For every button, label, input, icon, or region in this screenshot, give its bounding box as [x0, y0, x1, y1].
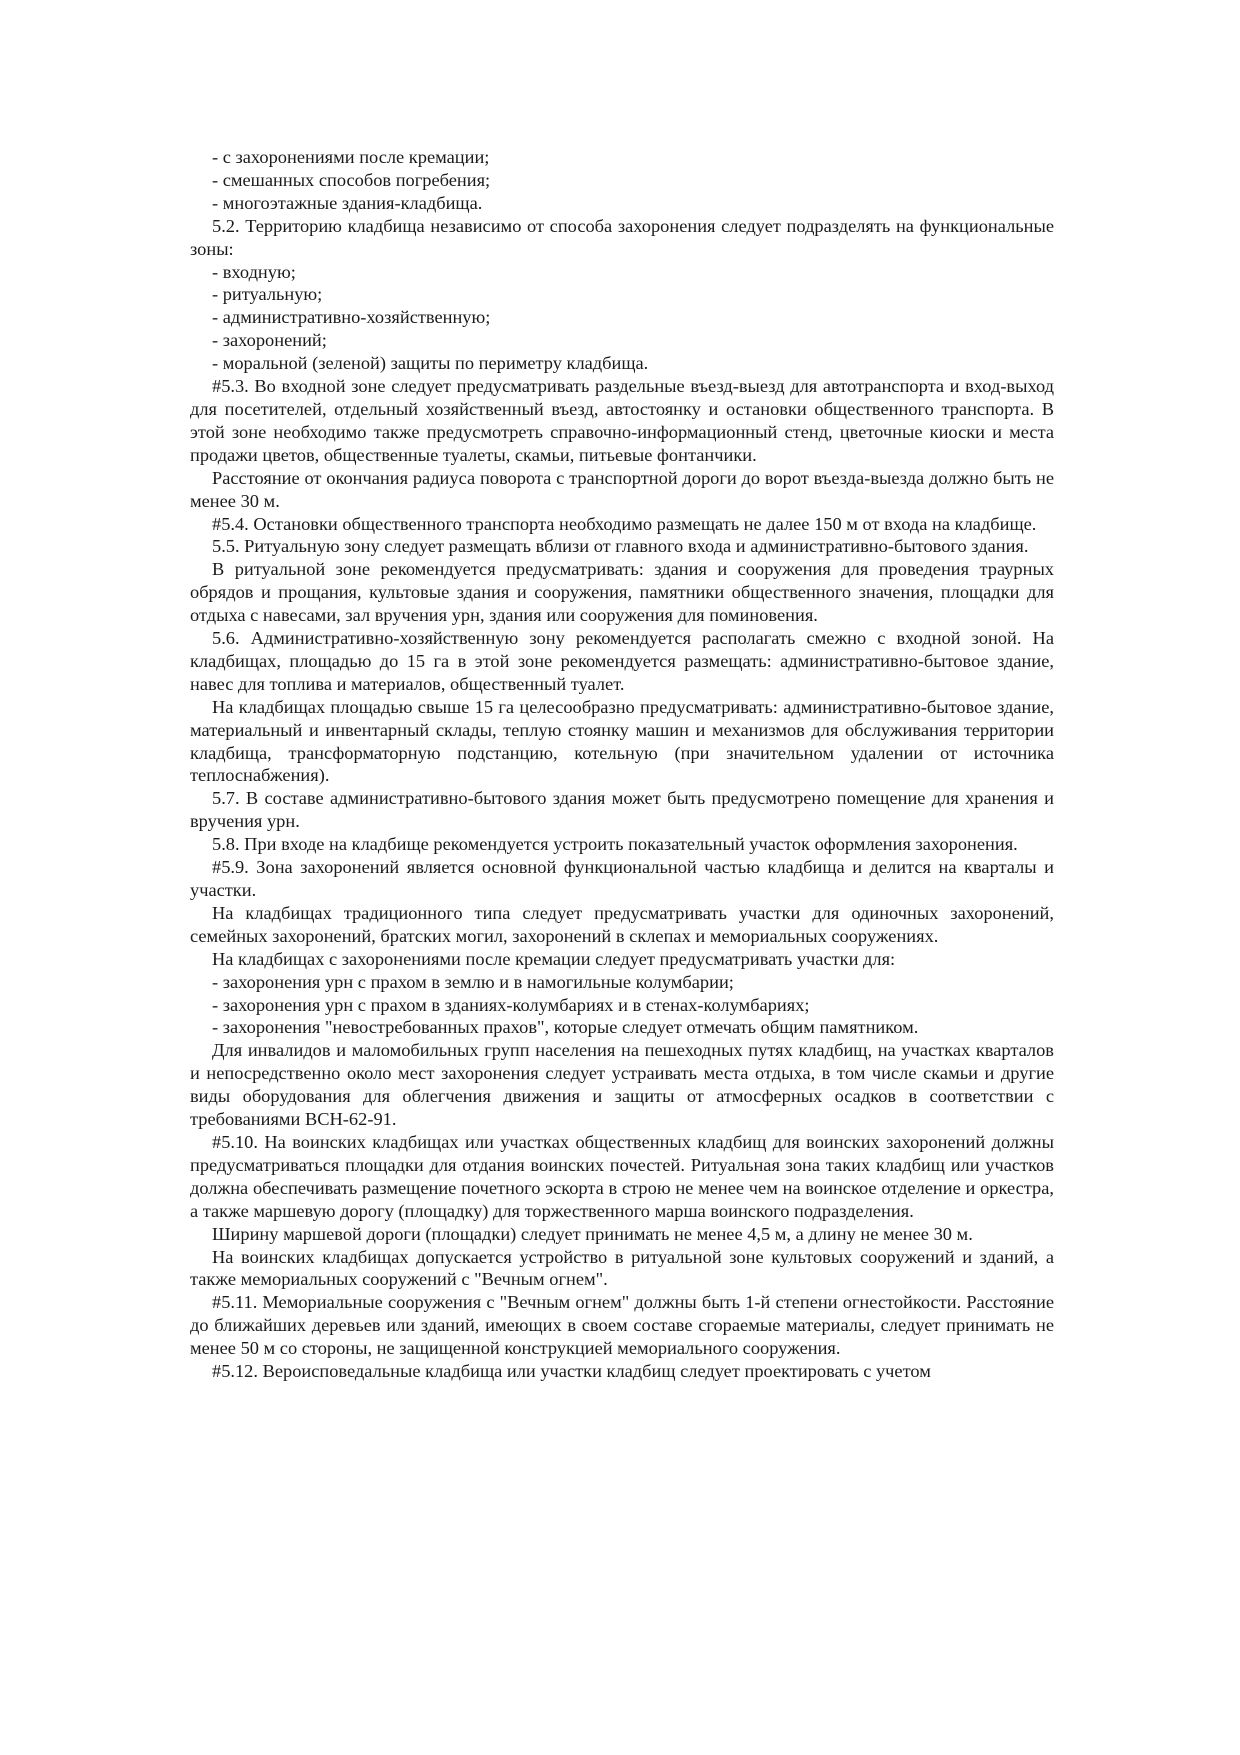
paragraph: #5.10. На воинских кладбищах или участках общественных кладбищ для воинских захоронений должны предусматриваться площадки для отдания воинских почестей. Ритуальная зона таких кладбищ или участков должна обеспечивать размещение почетного эскорта в строю не менее чем на воинское отделение и оркестра, а также маршевую дорогу (площадку) для торжественного марша воинского подразделения. — [190, 1131, 1054, 1221]
list-item: - захоронений; — [212, 330, 327, 351]
paragraph: #5.9. Зона захоронений является основной функциональной частью кладбища и делится на кварталы и участки. — [190, 857, 1054, 900]
list-item: - смешанных способов погребения; — [212, 169, 491, 190]
paragraph: 5.2. Территорию кладбища независимо от способа захоронения следует подразделять на функциональные зоны: — [190, 215, 1054, 259]
list-item: - многоэтажные здания-кладбища. — [212, 192, 483, 213]
paragraph: Для инвалидов и маломобильных групп населения на пешеходных путях кладбищ, на участках кварталов и непосредственно около мест захоронения следует устраивать места отдыха, в том числе скамьи и другие виды оборудования для облегчения движения и защиты от атмосферных осадков в соответствии с требованиями ВСН-62-91. — [190, 1040, 1054, 1130]
paragraph: Ширину маршевой дороги (площадки) следует принимать не менее 4,5 м, а длину не менее 30 м. — [212, 1223, 973, 1244]
paragraph: #5.12. Вероисповедальные кладбища или участки кладбищ следует проектировать с учетом — [212, 1361, 931, 1382]
paragraph: 5.7. В составе административно-бытового здания может быть предусмотрено помещение для хранения и вручения урн. — [190, 788, 1054, 832]
list-item: - административно-хозяйственную; — [212, 307, 491, 328]
paragraph: 5.8. При входе на кладбище рекомендуется устроить показательный участок оформления захоронения. — [212, 834, 1018, 855]
list-item: - моральной (зеленой) защиты по периметру кладбища. — [212, 353, 649, 374]
document-page — [190, 146, 1054, 1383]
list-item: - входную; — [212, 261, 296, 282]
paragraph: В ритуальной зоне рекомендуется предусматривать: здания и сооружения для проведения траурных обрядов и прощания, культовые здания и сооружения, памятники общественного значения, площадки для отдыха с навесами, зал вручения урн, здания или сооружения для поминовения. — [190, 559, 1054, 626]
paragraph: #5.3. Во входной зоне следует предусматривать раздельные въезд-выезд для автотранспорта и вход-выход для посетителей, отдельный хозяйственный въезд, автостоянку и остановки общественного транспорта. В этой зоне необходимо также предусмотреть справочно-информационный стенд, цветочные киоски и места продажи цветов, общественные туалеты, скамьи, питьевые фонтанчики. — [190, 376, 1054, 465]
paragraph: На кладбищах традиционного типа следует предусматривать участки для одиночных захоронений, семейных захоронений, братских могил, захоронений в склепах и мемориальных сооружениях. — [190, 902, 1054, 946]
paragraph: Расстояние от окончания радиуса поворота с транспортной дороги до ворот въезда-выезда должно быть не менее 30 м. — [190, 467, 1054, 511]
paragraph: #5.11. Мемориальные сооружения с "Вечным огнем" должны быть 1-й степени огнестойкости. Расстояние до ближайших деревьев или зданий, имеющих в своем составе сгораемые материалы, следует принимать не менее 50 м со стороны, не защищенной конструкцией мемориального сооружения. — [190, 1292, 1054, 1359]
list-item: - захоронения урн с прахом в землю и в намогильные колумбарии; — [212, 971, 734, 992]
paragraph: На кладбищах с захоронениями после кремации следует предусматривать участки для: — [212, 948, 896, 969]
list-item: - ритуальную; — [212, 284, 323, 305]
list-item: - захоронения "невостребованных прахов", которые следует отмечать общим памятником. — [212, 1017, 919, 1038]
paragraph: На воинских кладбищах допускается устройство в ритуальной зоне культовых сооружений и зданий, а также мемориальных сооружений с "Вечным огнем". — [190, 1246, 1054, 1290]
paragraph: 5.6. Административно-хозяйственную зону рекомендуется располагать смежно с входной зоной. На кладбищах, площадью до 15 га в этой зоне рекомендуется размещать: административно-бытовое здание, навес для топлива и материалов, общественный туалет. — [190, 628, 1054, 694]
list-item: - захоронения урн с прахом в зданиях-колумбариях и в стенах-колумбариях; — [212, 994, 810, 1015]
list-item: - с захоронениями после кремации; — [212, 147, 490, 167]
paragraph: На кладбищах площадью свыше 15 га целесообразно предусматривать: административно-бытовое здание, материальный и инвентарный склады, теплую стоянку машин и механизмов для обслуживания территории кладбища, трансформаторную подстанцию, котельную (при значительном удалении от источника теплоснабжения). — [190, 696, 1054, 786]
paragraph: #5.4. Остановки общественного транспорта необходимо размещать не далее 150 м от входа на кладбище. — [212, 513, 1037, 534]
paragraph: 5.5. Ритуальную зону следует размещать вблизи от главного входа и административно-бытового здания. — [212, 536, 1029, 557]
